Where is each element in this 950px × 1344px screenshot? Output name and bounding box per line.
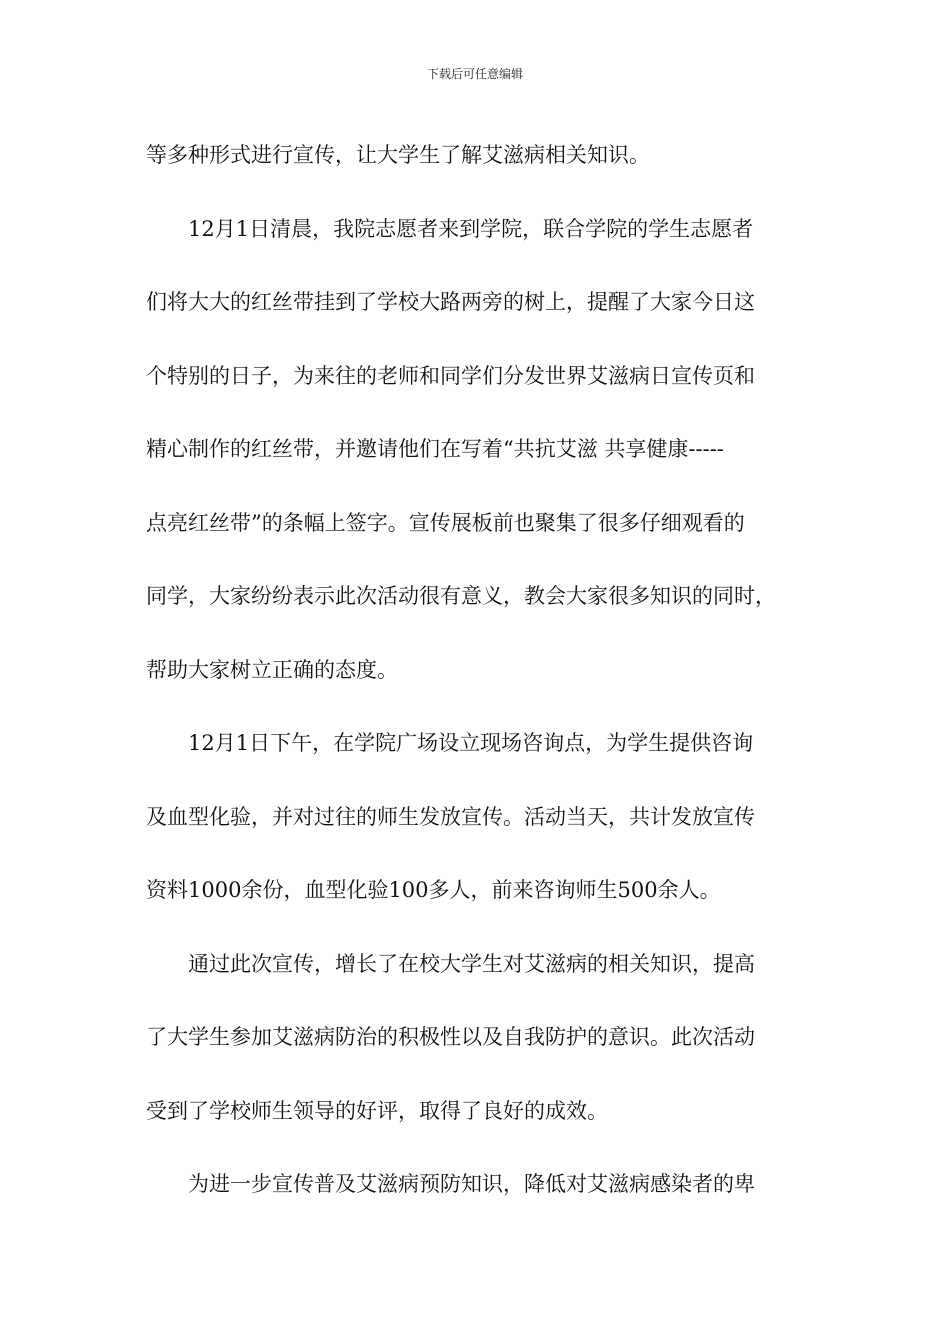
text-line: 受到了学校师生领导的好评，取得了良好的成效。 [146,1098,608,1123]
text-line: 精心制作的红丝带，并邀请他们在写着“共抗艾滋 共享健康----- [146,437,724,461]
text-line: 同学，大家纷纷表示此次活动很有意义，教会大家很多知识的同时， [146,584,776,608]
document-body [146,129,806,1232]
text-line: 资料1000余份，血型化验100多人，前来咨询师生500余人。 [146,878,721,902]
page-header: 下载后可任意编辑 [426,67,523,81]
text-line: 点亮红丝带”的条幅上签字。宣传展板前也聚集了很多仔细观看的 [146,510,745,535]
text-line: 们将大大的红丝带挂到了学校大路两旁的树上，提醒了大家今日这 [146,290,755,314]
text-line: 12月1日下午，在学院广场设立现场咨询点，为学生提供咨询 [188,731,754,755]
text-line: 等多种形式进行宣传，让大学生了解艾滋病相关知识。 [146,143,650,167]
text-line: 个特别的日子，为来往的老师和同学们分发世界艾滋病日宣传页和 [146,363,755,388]
text-line: 及血型化验，并对过往的师生发放宣传。活动当天，共计发放宣传 [146,804,755,829]
text-line: 通过此次宣传，增长了在校大学生对艾滋病的相关知识，提高 [188,951,755,976]
text-line: 12月1日清晨，我院志愿者来到学院，联合学院的学生志愿者 [188,216,754,241]
text-line: 帮助大家树立正确的态度。 [146,657,398,682]
text-line: 了大学生参加艾滋病防治的积极性以及自我防护的意识。此次活动 [146,1025,755,1049]
text-line: 为进一步宣传普及艾滋病预防知识，降低对艾滋病感染者的卑 [188,1172,755,1196]
